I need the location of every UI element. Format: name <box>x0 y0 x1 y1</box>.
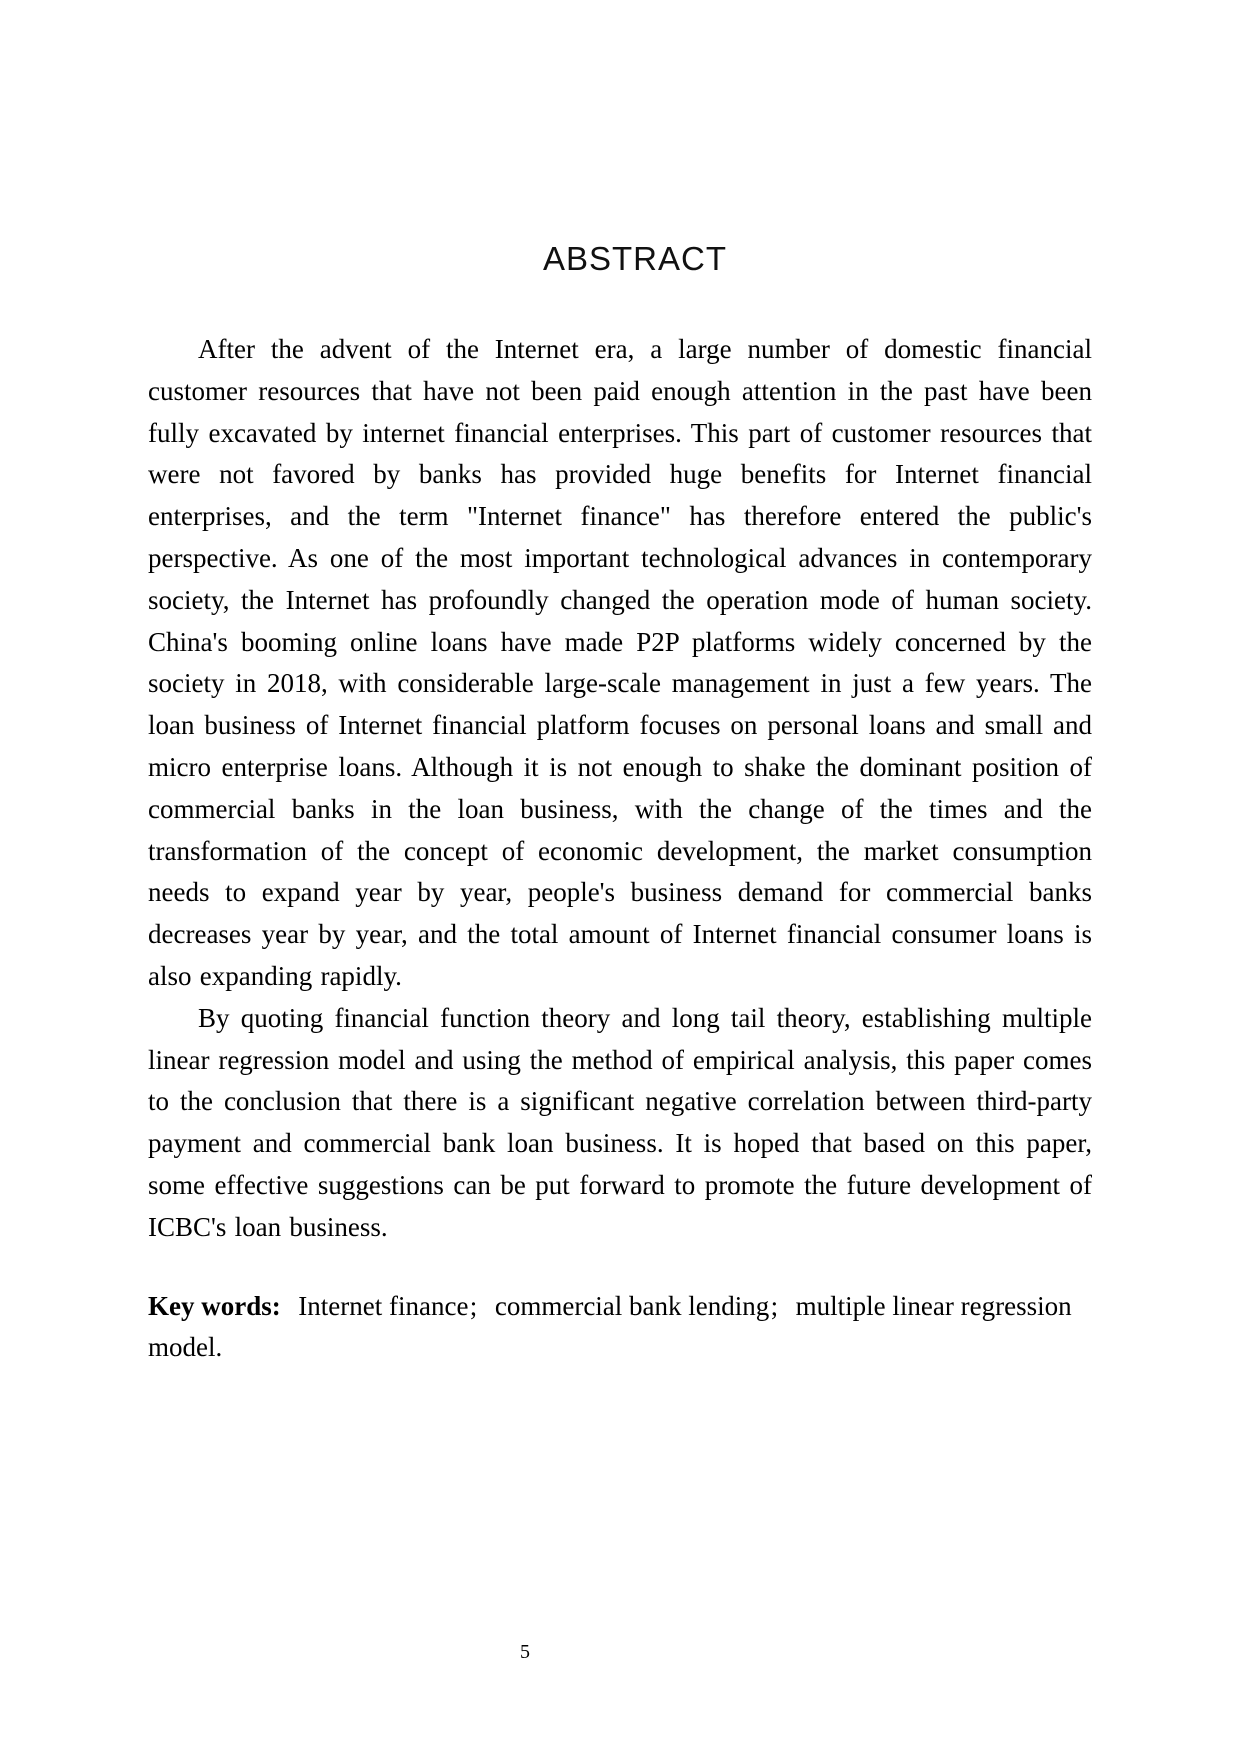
abstract-title: ABSTRACT <box>542 240 728 277</box>
abstract-paragraph-1: After the advent of the Internet era, a large number of domestic financial customer resources that have not been paid enough attention in the past have been fully excavated by internet financial enterprises. This part of customer resources that were not favored by banks has provided huge benefits for Internet financial enterprises, and the term "Internet finance" has therefore entered the public's perspective. As one of the most important technological advances in contemporary society, the Internet has profoundly changed the operation mode of human society. China's booming online loans have made P2P platforms widely concerned by the society in 2018, with considerable large-scale management in just a few years. The loan business of Internet financial platform focuses on personal loans and small and micro enterprise loans. Although it is not enough to shake the dominant position of commercial banks in the loan business, with the change of the times and the transformation of the concept of economic development, the market consumption needs to expand year by year, people's business demand for commercial banks decreases year by year, and the total amount of Internet financial consumer loans is also expanding rapidly. <box>148 334 1092 991</box>
keywords-label: Key words <box>148 1290 272 1321</box>
keywords-separator: ; <box>770 1290 779 1321</box>
page-number: 5 <box>520 1641 530 1663</box>
keywords-line <box>148 1286 1092 1370</box>
keywords-colon: : <box>271 1290 281 1321</box>
keywords-separator: ; <box>469 1290 478 1321</box>
abstract-content <box>148 0 1092 1369</box>
keyword-item-multiple-linear-regression-model: multiple linear regression model. <box>148 1290 1072 1363</box>
keyword-item-commercial-bank-lending: commercial bank lending <box>494 1290 770 1321</box>
abstract-paragraph-2: By quoting financial function theory and long tail theory, establishing multiple linear regression model and using the method of empirical analysis, this paper comes to the conclusion that there is a significant negative correlation between third-party payment and commercial bank loan business. It is hoped that based on this paper, some effective suggestions can be put forward to promote the future development of ICBC's loan business. <box>148 1002 1092 1242</box>
keyword-item-internet-finance: Internet finance <box>298 1290 469 1321</box>
